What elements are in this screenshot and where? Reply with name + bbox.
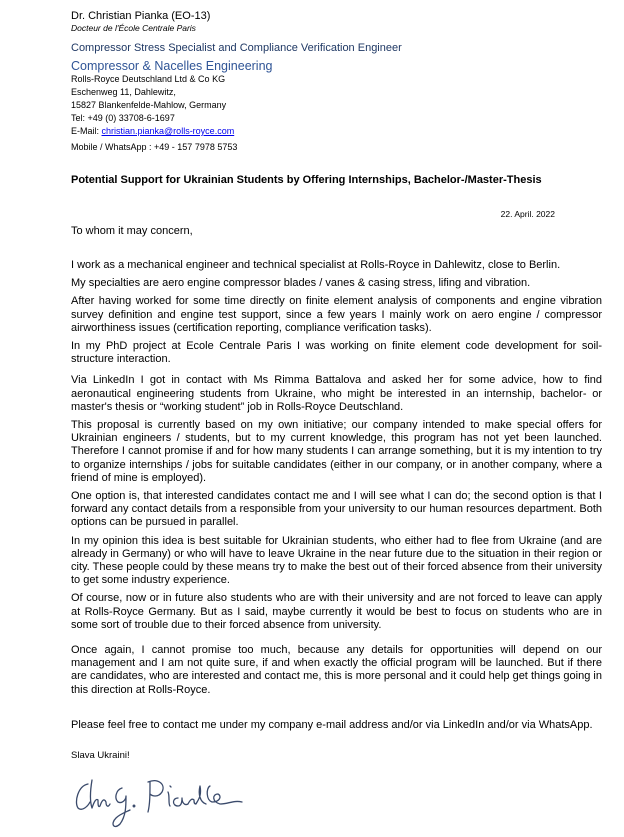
email-label: E-Mail: bbox=[71, 126, 102, 136]
sender-name: Dr. Christian Pianka (EO-13) bbox=[71, 10, 211, 22]
paragraph: Of course, now or in future also students who are with their university and are not forced to leave can apply at Rolls-Royce Germany. But as I said, maybe currently it would be best to focus on students who are in some sort of trouble due to their forced absence from university. bbox=[71, 592, 602, 631]
telephone: Tel: +49 (0) 33708-6-1697 bbox=[71, 113, 175, 123]
paragraph: One option is, that interested candidates contact me and I will see what I can do; the second option is that I forward any contact details from a responsible from your university to our human resources department. Both options can be pursued in parallel. bbox=[71, 490, 602, 529]
paragraph: After having worked for some time directly on finite element analysis of components and engine vibration survey definition and engine test support, since a few years I mainly work on aero engine / compressor airworthiness issues (certification reporting, compliance verification tasks). bbox=[71, 295, 602, 334]
address-street: Eschenweg 11, Dahlewitz, bbox=[71, 87, 176, 97]
closing-line: Slava Ukraini! bbox=[71, 750, 130, 761]
sender-degree: Docteur de l'École Centrale Paris bbox=[71, 23, 196, 33]
sender-role: Compressor Stress Specialist and Compliance Verification Engineer bbox=[71, 42, 402, 54]
sender-department: Compressor & Nacelles Engineering bbox=[71, 59, 273, 73]
salutation: To whom it may concern, bbox=[71, 225, 193, 237]
email-link[interactable]: christian.pianka@rolls-royce.com bbox=[101, 126, 235, 136]
letter-subject: Potential Support for Ukrainian Students by Offering Internships, Bachelor-/Master-Thesis bbox=[71, 174, 542, 186]
paragraph: This proposal is currently based on my own initiative; our company intended to make special offers for Ukrainian engineers / students, but to my current knowledge, this program has not yet been launched. Therefore I cannot promise if and for how many students I can arrange something, but it is my intention to try to organize internships / jobs for suitable candidates (either in our company, or in another company, where a friend of mine is employed). bbox=[71, 419, 602, 484]
paragraph: I work as a mechanical engineer and technical specialist at Rolls-Royce in Dahlewitz, close to Berlin. bbox=[71, 259, 561, 271]
mobile-whatsapp: Mobile / WhatsApp : +49 - 157 7978 5753 bbox=[71, 142, 238, 152]
paragraph: In my opinion this idea is best suitable for Ukrainian students, who either had to flee from Ukraine (and are already in Germany) or who will have to leave Ukraine in the near future due to the situation in their region or city. These people could by these means try to make the best out of their forced absence from their university to get some industry experience. bbox=[71, 534, 602, 587]
paragraph: My specialties are aero engine compressor blades / vanes & casing stress, lifing and vibration. bbox=[71, 277, 531, 290]
paragraph: Please feel free to contact me under my company e-mail address and/or via LinkedIn and/or via WhatsApp. bbox=[71, 718, 593, 731]
handwritten-signature-icon bbox=[70, 772, 250, 832]
letter-date: 22. April. 2022 bbox=[500, 209, 555, 219]
letter-body bbox=[71, 259, 602, 737]
paragraph: Once again, I cannot promise too much, because any details for opportunities will depend on our management and I am not quite sure, if and when exactly the official program will be launched. But if there are candidates, who are interested and contact me, this is more personal and it could help get things going in this direction at Rolls-Royce. bbox=[71, 644, 602, 696]
email-line bbox=[71, 125, 591, 138]
paragraph: In my PhD project at Ecole Centrale Paris I was working on finite element code development for soil-structure interaction. bbox=[71, 340, 602, 366]
address-city: 15827 Blankenfelde-Mahlow, Germany bbox=[71, 100, 227, 110]
company-name: Rolls-Royce Deutschland Ltd & Co KG bbox=[71, 74, 226, 84]
paragraph: Via LinkedIn I got in contact with Ms Rimma Battalova and asked her for some advice, how to find aeronautical engineering students from Ukraine, who might be interested in an internship, bachelor- or master's thesis or “working student” job in Rolls-Royce Deutschland. bbox=[71, 374, 602, 413]
letterhead bbox=[71, 10, 591, 154]
